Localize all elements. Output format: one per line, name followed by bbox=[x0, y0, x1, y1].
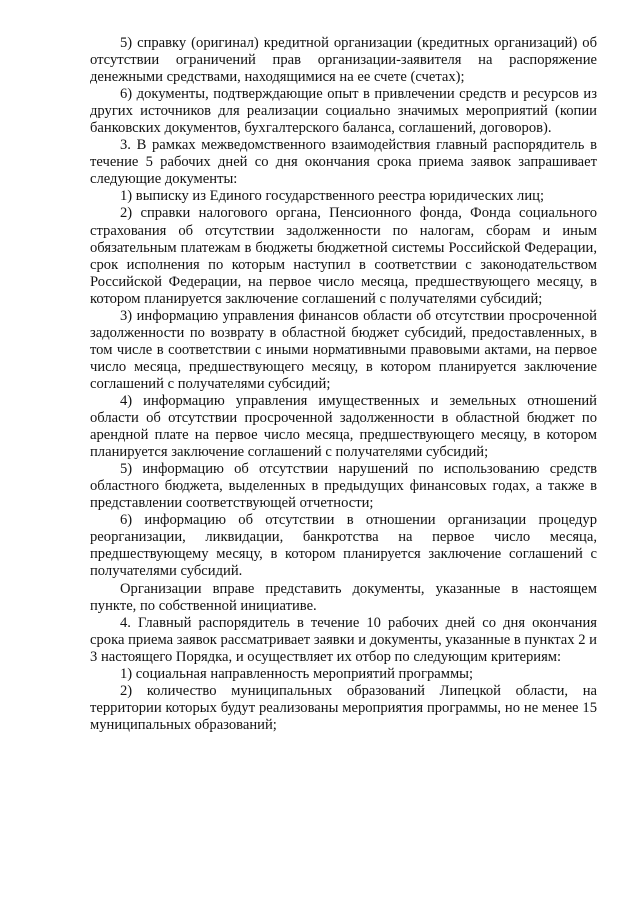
paragraph-item-3-finance-info: 3) информацию управления финансов области об отсутствии просроченной задолженности по возврату в областной бюджет субсидий, предоставленных, в том числе в соответствии с иными нормативными правовыми актами, на первое число месяца, предшествующего месяцу, в котором планируется заключение соглашений с получателями субсидий; bbox=[90, 307, 597, 392]
paragraph-item-6-reorganization-info: 6) информацию об отсутствии в отношении организации процедур реорганизации, ликвидации, банкротства на первое число месяца, предшествующему месяцу, в котором планируется заключение соглашений с получателями субсидий. bbox=[90, 512, 597, 580]
paragraph-own-initiative: Организации вправе представить документы, указанные в настоящем пункте, по собственной инициативе. bbox=[90, 580, 597, 614]
paragraph-item-6-experience-documents: 6) документы, подтверждающие опыт в привлечении средств и ресурсов из других источников для реализации социально значимых мероприятий (копии банковских документов, бухгалтерского баланса, соглашений, договоров). bbox=[90, 86, 597, 137]
paragraph-criterion-2-municipalities: 2) количество муниципальных образований Липецкой области, на территории которых будут реализованы мероприятия программы, но не менее 15 муниципальных образований; bbox=[90, 682, 597, 733]
paragraph-item-2-tax-certificates: 2) справки налогового органа, Пенсионного фонда, Фонда социального страхования об отсутствии задолженности по налогам, сборам и иным обязательным платежам в бюджеты бюджетной системы Российской Федерации, срок исполнения по которым наступил в соответствии с законодательством Российской Федерации, на первое число месяца, предшествующего месяцу, в котором планируется заключение соглашений с получателями субсидий; bbox=[90, 205, 597, 307]
paragraph-criterion-1-social: 1) социальная направленность мероприятий программы; bbox=[120, 665, 474, 682]
paragraph-item-4-property-info: 4) информацию управления имущественных и земельных отношений области об отсутствии просроченной задолженности в областной бюджет по арендной плате на первое число месяца, предшествующего месяцу, в котором планируется заключение соглашений с получателями субсидий; bbox=[90, 392, 597, 461]
paragraph-item-5-violations-info: 5) информацию об отсутствии нарушений по использованию средств областного бюджета, выделенных в предыдущих финансовых годах, а также в представлении соответствующей отчетности; bbox=[90, 461, 597, 512]
document-page bbox=[90, 35, 597, 734]
paragraph-item-1-registry-extract: 1) выписку из Единого государственного реестра юридических лиц; bbox=[120, 188, 545, 205]
paragraph-clause-4-selection: 4. Главный распорядитель в течение 10 рабочих дней со дня окончания срока приема заявок рассматривает заявки и документы, указанные в пунктах 2 и 3 настоящего Порядка, и осуществляет их отбор по следующим критериям: bbox=[90, 614, 597, 665]
paragraph-clause-3-interagency: 3. В рамках межведомственного взаимодействия главный распорядитель в течение 5 рабочих дней со дня окончания срока приема заявок запрашивает следующие документы: bbox=[90, 137, 597, 188]
paragraph-item-5-bank-certificate: 5) справку (оригинал) кредитной организации (кредитных организаций) об отсутствии ограничений прав организации-заявителя на распоряжение денежными средствами, находящимися на ее счете (счетах); bbox=[90, 35, 597, 86]
